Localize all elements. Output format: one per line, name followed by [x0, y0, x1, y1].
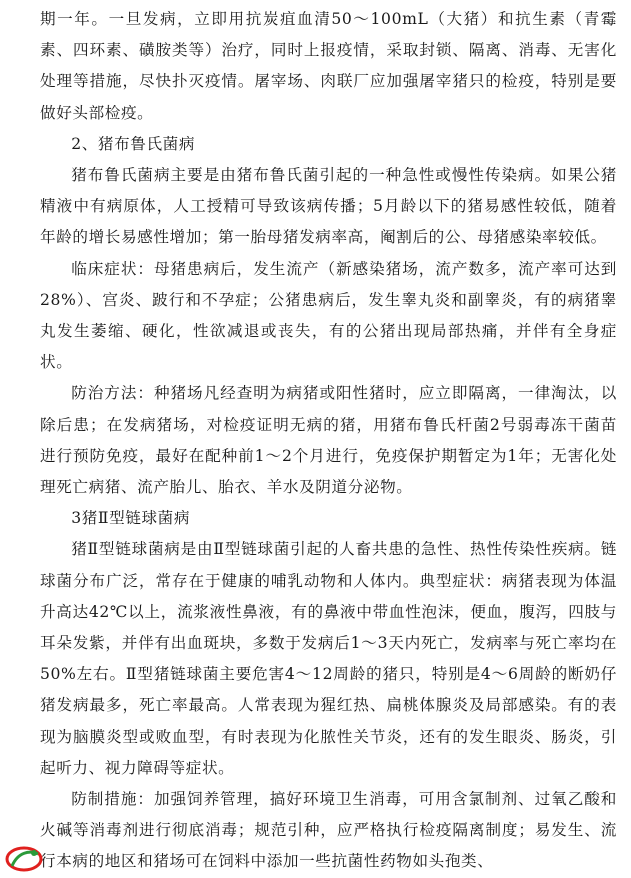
paragraph-streptococcus-control: 防制措施：加强饲养管理，搞好环境卫生消毒，可用含氯制剂、过氧乙酸和火碱等消毒剂进行彻底消毒；规范引种，应严格执行检疫隔离制度；易发生、流行本病的地区和猪场可在饲料中添加一些抗菌性药物如头孢类、 — [40, 790, 617, 871]
paragraph-brucellosis-intro: 猪布鲁氏菌病主要是由猪布鲁氏菌引起的一种急性或慢性传染病。如果公猪精液中有病原体，人工授精可导致该病传播；5月龄以下的猪易感性较低，随着年龄的增长易感性增加；第一胎母猪发病率高，阉割后的公、母猪感染率较低。 — [40, 166, 617, 247]
heading-streptococcus: 3猪Ⅱ型链球菌病 — [71, 509, 191, 528]
paragraph-brucellosis-symptoms: 临床症状：母猪患病后，发生流产（新感染猪场，流产数多，流产率可达到28%）、宫炎、跛行和不孕症；公猪患病后，发生睾丸炎和副睾炎，有的病猪睾丸发生萎缩、硬化，性欲减退或丧失，有的公猪出现局部热痛，并伴有全身症状。 — [40, 259, 617, 372]
document-body — [40, 4, 617, 878]
heading-brucellosis: 2、猪布鲁氏菌病 — [71, 134, 196, 153]
paragraph-streptococcus-intro: 猪Ⅱ型链球菌病是由Ⅱ型链球菌引起的人畜共患的急性、热性传染性疾病。链球菌分布广泛，常存在于健康的哺乳动物和人体内。典型症状：病猪表现为体温升高达42℃以上，流浆液性鼻液，有的鼻液中带血性泡沫，便血，腹泻，四肢与耳朵发紫，并伴有出血斑块，多数于发病后1～3天内死亡，发病率与死亡率均在50%左右。Ⅱ型猪链球菌主要危害4～12周龄的猪只，特别是4～6周龄的断奶仔猪发病最多，死亡率最高。人常表现为猩红热、扁桃体腺炎及局部感染。有的表现为脑膜炎型或败血型，有时表现为化脓性关节炎，还有的发生眼炎、肠炎，引起听力、视力障碍等症状。 — [40, 540, 617, 777]
paragraph-anthrax-treatment: 期一年。一旦发病，立即用抗炭疽血清50～100mL（大猪）和抗生素（青霉素、四环素、磺胺类等）治疗，同时上报疫情，采取封锁、隔离、消毒、无害化处理等措施，尽快扑灭疫情。屠宰场、肉联厂应加强屠宰猪只的检疫，特别是要做好头部检疫。 — [40, 10, 617, 122]
site-logo-icon — [4, 844, 44, 874]
paragraph-brucellosis-prevention: 防治方法：种猪场凡经查明为病猪或阳性猪时，应立即隔离，一律淘汰，以除后患；在发病猪场，对检疫证明无病的猪，用猪布鲁氏杆菌2号弱毒冻干菌苗进行预防免疫，最好在配种前1～2个月进行，免疫保护期暂定为1年；无害化处理死亡病猪、流产胎儿、胎衣、羊水及阴道分泌物。 — [40, 384, 617, 497]
